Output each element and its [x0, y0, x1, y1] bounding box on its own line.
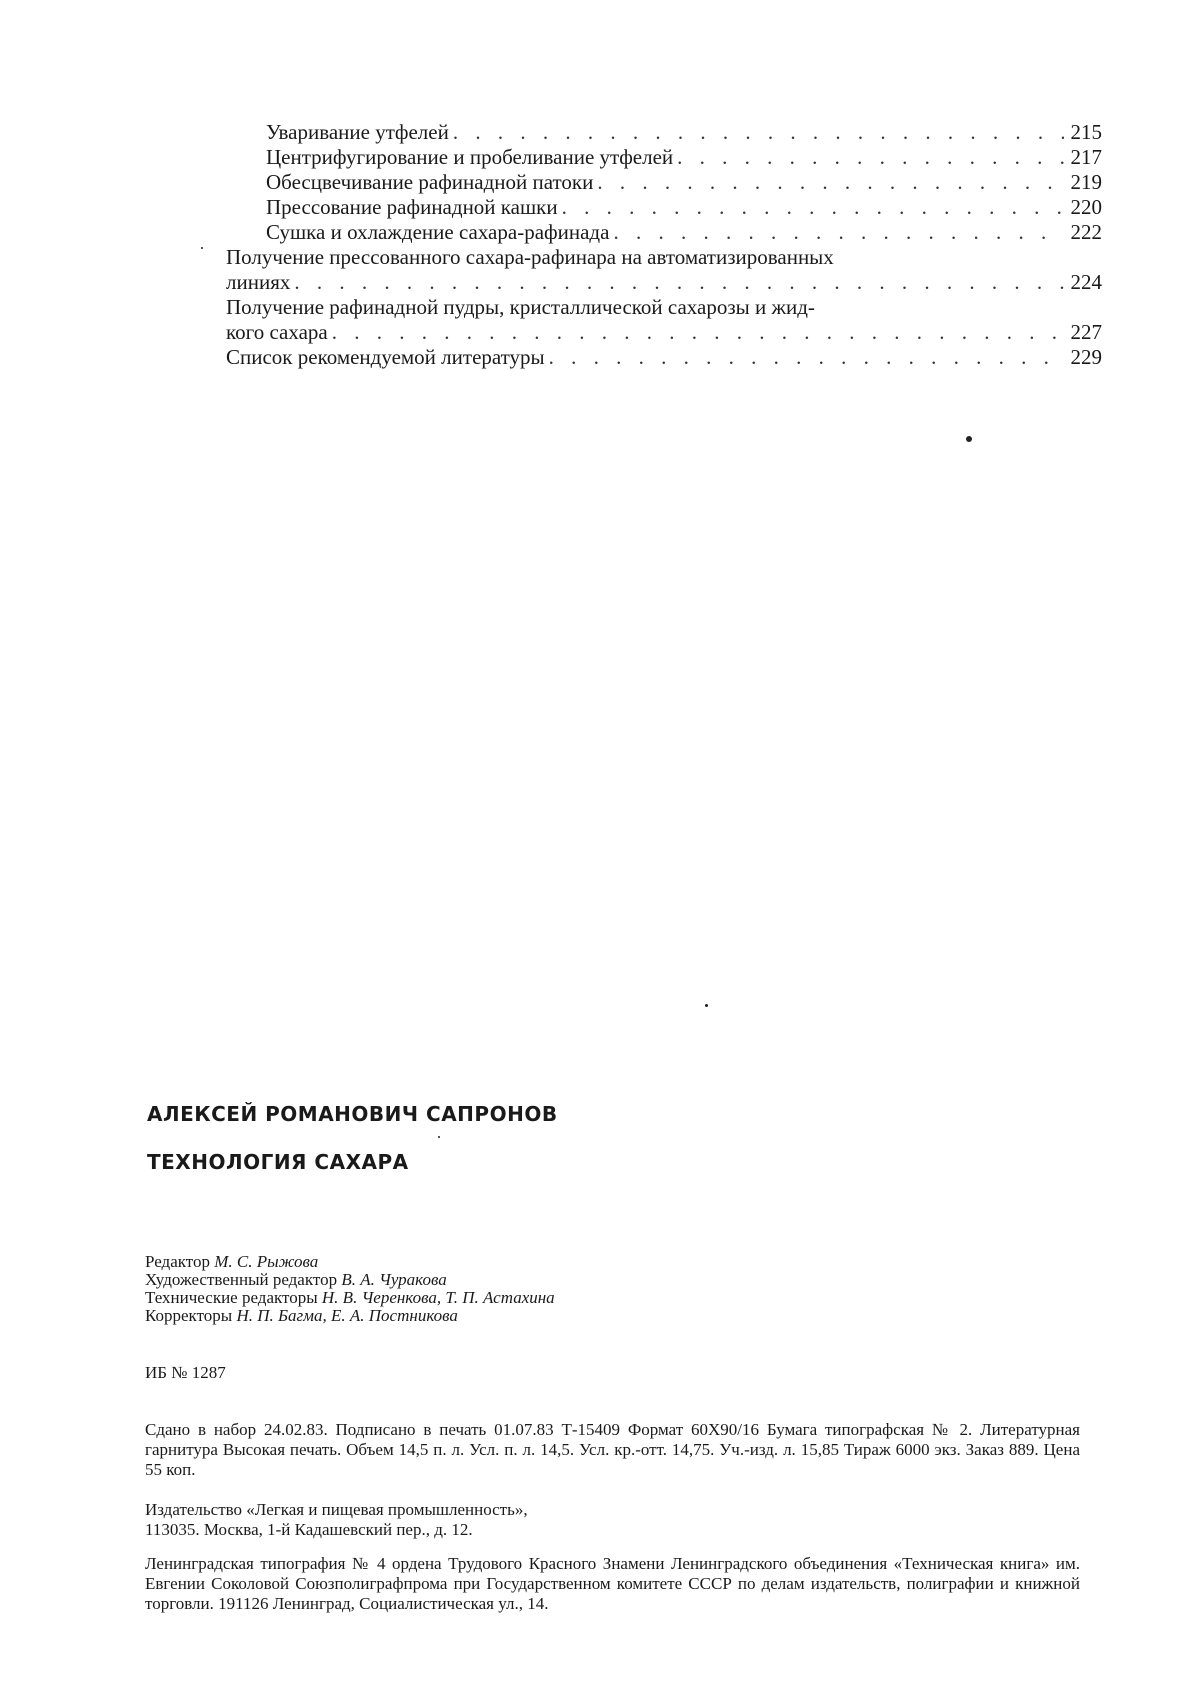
- publisher-name: Издательство «Легкая и пищевая промышленность»,: [145, 1500, 528, 1519]
- toc-entry-title: Центрифугирование и пробеливание утфелей: [266, 145, 674, 169]
- publisher-info: [145, 1500, 1080, 1540]
- publisher-address: 113035. Москва, 1-й Кадашевский пер., д. 12.: [145, 1520, 473, 1539]
- toc-entry[interactable]: [226, 145, 1102, 170]
- credit-names: М. С. Рыжова: [214, 1252, 319, 1271]
- toc-leader-dots: [545, 345, 1064, 370]
- scan-speck: [966, 436, 972, 442]
- author-name: АЛЕКСЕЙ РОМАНОВИЧ САПРОНОВ: [147, 1102, 558, 1126]
- book-title: ТЕХНОЛОГИЯ САХАРА: [147, 1150, 409, 1174]
- table-of-contents: [226, 120, 1102, 370]
- toc-entry-page: 227: [1070, 320, 1102, 344]
- credits-block: [145, 1253, 555, 1325]
- ib-number: ИБ № 1287: [145, 1363, 226, 1382]
- toc-entry-page: 219: [1070, 170, 1102, 194]
- toc-leader-dots: [328, 320, 1064, 345]
- credit-names: Н. П. Багма, Е. А. Постникова: [236, 1306, 458, 1325]
- toc-leader-dots: [673, 145, 1064, 170]
- scan-speck: [201, 247, 203, 249]
- credit-role: Технические редакторы: [145, 1288, 318, 1307]
- credit-line: [145, 1307, 555, 1325]
- typography-info: Ленинградская типография № 4 ордена Трудового Красного Знамени Ленинградского объединения «Техническая книга» им. Евгении Соколовой Союзполиграфпрома при Государственном комитете СССР по делам издательств, полиграфии и книжной торговли. 191126 Ленинград, Социалистическая ул., 14.: [145, 1554, 1080, 1613]
- toc-leader-dots: [290, 270, 1064, 295]
- toc-entry[interactable]: [226, 170, 1102, 195]
- toc-entry-page: 229: [1070, 345, 1102, 369]
- toc-entry-page: 222: [1070, 220, 1102, 244]
- toc-entry-title-cont: линиях: [226, 270, 291, 294]
- toc-entry-title-cont: кого сахара: [226, 320, 328, 344]
- toc-entry[interactable]: [226, 320, 1102, 345]
- toc-entry-title: Обесцвечивание рафинадной патоки: [266, 170, 594, 194]
- credit-role: Редактор: [145, 1252, 210, 1271]
- toc-entry-line1[interactable]: [226, 245, 1102, 270]
- toc-entry-line1[interactable]: [226, 295, 1102, 320]
- toc-entry-title: Список рекомендуемой литературы: [226, 345, 545, 369]
- credit-line: [145, 1253, 555, 1271]
- credit-names: В. А. Чуракова: [341, 1270, 447, 1289]
- toc-leader-dots: [558, 195, 1064, 220]
- toc-entry-title: Уваривание утфелей: [266, 120, 449, 144]
- scan-speck: [438, 1136, 440, 1138]
- toc-entry-title: Получение прессованного сахара-рафинара на автоматизированных: [226, 245, 834, 269]
- toc-entry[interactable]: [226, 220, 1102, 245]
- credit-role: Корректоры: [145, 1306, 233, 1325]
- toc-leader-dots: [449, 120, 1064, 145]
- toc-entry[interactable]: [226, 195, 1102, 220]
- credit-line: [145, 1289, 555, 1307]
- print-details: Сдано в набор 24.02.83. Подписано в печать 01.07.83 Т-15409 Формат 60X90/16 Бумага типографская № 2. Литературная гарнитура Высокая печать. Объем 14,5 п. л. Усл. п. л. 14,5. Усл. кр.-отт. 14,75. Уч.-изд. л. 15,85 Тираж 6000 экз. Заказ 889. Цена 55 коп.: [145, 1420, 1080, 1479]
- credit-line: [145, 1271, 555, 1289]
- toc-entry-title: Сушка и охлаждение сахара-рафинада: [266, 220, 610, 244]
- toc-entry-page: 217: [1070, 145, 1102, 169]
- toc-leader-dots: [593, 170, 1064, 195]
- toc-entry-page: 220: [1070, 195, 1102, 219]
- credit-names: Н. В. Черенкова, Т. П. Астахина: [321, 1288, 555, 1307]
- scan-speck: [705, 1004, 708, 1007]
- toc-entry[interactable]: [226, 120, 1102, 145]
- toc-entry[interactable]: [226, 270, 1102, 295]
- toc-entry-page: 215: [1070, 120, 1102, 144]
- credit-role: Художественный редактор: [145, 1270, 338, 1289]
- toc-entry-page: 224: [1070, 270, 1102, 294]
- toc-entry-title: Прессование рафинадной кашки: [266, 195, 558, 219]
- toc-leader-dots: [609, 220, 1064, 245]
- toc-entry[interactable]: [226, 345, 1102, 370]
- toc-entry-title: Получение рафинадной пудры, кристаллической сахарозы и жид-: [226, 295, 815, 319]
